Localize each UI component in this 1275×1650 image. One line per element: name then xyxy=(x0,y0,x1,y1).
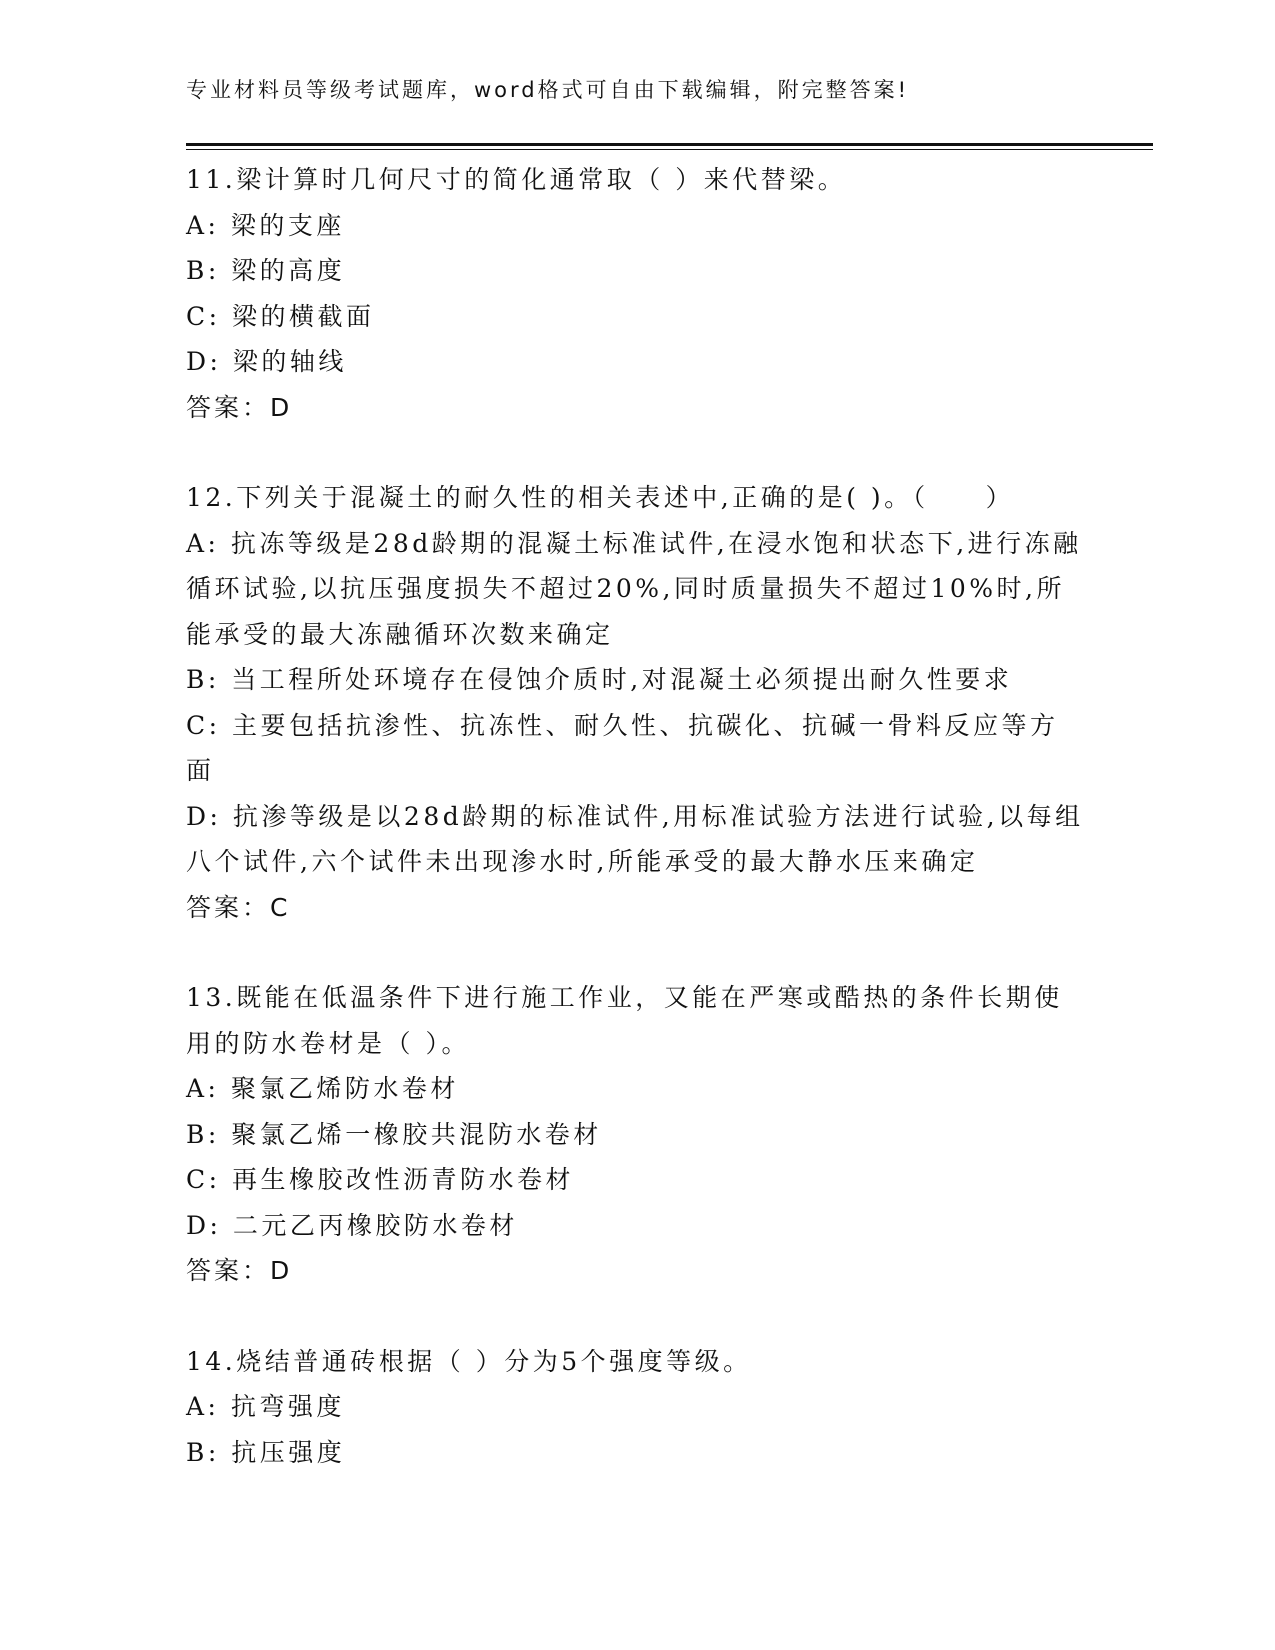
question-13 xyxy=(186,975,1086,1294)
option-b: B: 当工程所处环境存在侵蚀介质时,对混凝土必须提出耐久性要求 xyxy=(186,665,1013,694)
question-list xyxy=(186,157,1086,1520)
option-b: B: 抗压强度 xyxy=(186,1437,346,1467)
option-d: D: 二元乙丙橡胶防水卷材 xyxy=(186,1210,518,1240)
option-d: D: 抗渗等级是以28d龄期的标准试件,用标准试验方法进行试验,以每组八个试件,六个试件未出现渗水时,所能承受的最大静水压来确定 xyxy=(186,801,1084,876)
answer: 答案：D xyxy=(186,392,293,422)
answer: 答案：D xyxy=(186,1256,293,1285)
answer: 答案：C xyxy=(186,892,291,922)
header-rule-thick xyxy=(186,143,1153,146)
option-b: B: 聚氯乙烯一橡胶共混防水卷材 xyxy=(186,1119,602,1149)
option-c: C: 梁的横截面 xyxy=(186,301,375,331)
option-a: A: 抗弯强度 xyxy=(186,1392,345,1421)
page-header: 专业材料员等级考试题库，word格式可自由下载编辑，附完整答案! xyxy=(186,78,910,102)
option-a: A: 梁的支座 xyxy=(186,210,345,240)
question-11 xyxy=(186,157,1086,430)
question-stem: 12.下列关于混凝土的耐久性的相关表述中,正确的是( )。（ ） xyxy=(186,483,1015,512)
question-12 xyxy=(186,475,1086,930)
option-a: A: 抗冻等级是28d龄期的混凝土标准试件,在浸水饱和状态下,进行冻融循环试验,以抗压强度损失不超过20%,同时质量损失不超过10%时,所能承受的最大冻融循环次数来确定 xyxy=(186,528,1082,649)
question-14 xyxy=(186,1339,1086,1476)
option-c: C: 主要包括抗渗性、抗冻性、耐久性、抗碳化、抗碱一骨料反应等方面 xyxy=(186,710,1059,785)
option-b: B: 梁的高度 xyxy=(186,256,346,285)
option-d: D: 梁的轴线 xyxy=(186,347,347,376)
header-rule-thin xyxy=(186,149,1153,150)
option-a: A: 聚氯乙烯防水卷材 xyxy=(186,1074,459,1103)
option-c: C: 再生橡胶改性沥青防水卷材 xyxy=(186,1165,574,1194)
question-stem: 14.烧结普通砖根据（ ）分为5个强度等级。 xyxy=(186,1346,752,1376)
question-stem: 13.既能在低温条件下进行施工作业，又能在严寒或酷热的条件长期使用的防水卷材是（ ）。 xyxy=(186,983,1063,1058)
question-stem: 11.梁计算时几何尺寸的简化通常取（ ）来代替梁。 xyxy=(186,165,847,194)
